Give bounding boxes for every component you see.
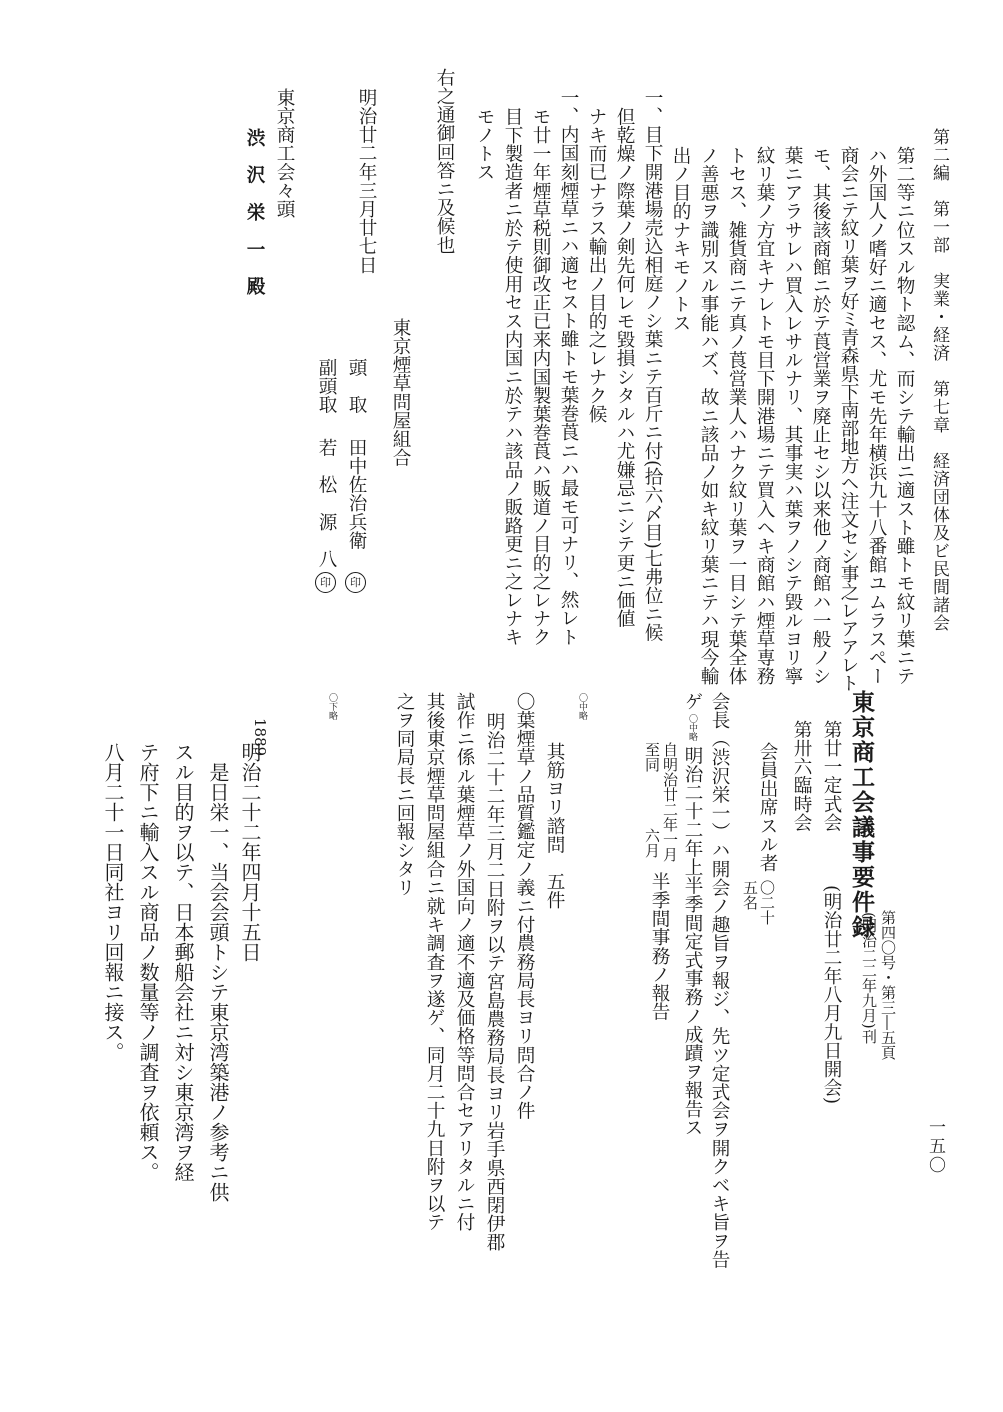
text-column: 但乾燥ノ際葉ノ剣先何レモ毀損シタルハ尤嫌忌ニシテ更ニ価値	[614, 107, 635, 628]
text-column: 目下製造者ニ於テ使用セス内国ニ於テハ該品ノ販路更ニ之レナキ	[502, 107, 523, 647]
inquiry-count: 五件	[544, 872, 565, 910]
seal-mark: 印	[345, 572, 366, 593]
editorial-note: 〇下略	[327, 693, 337, 720]
text-column: 〇葉煙草ノ品質鑑定ノ義ニ付農務局長ヨリ問合ノ件	[514, 692, 535, 1120]
text-column: ハ外国人ノ嗜好ニ適セス、尤モ先年横浜九十八番館ユムラスペー	[866, 146, 887, 686]
text-column: 一、目下開港場売込相庭ノシ葉ニテ百斤ニ付(拾六〆目)七弗位ニ候	[642, 88, 663, 642]
text-column: モノトス	[474, 107, 495, 182]
signer-name: 田中佐治兵衛	[346, 438, 367, 550]
organization-name: 東京煙草問屋組合	[390, 318, 411, 467]
text-column: 明治二十二年上半季間定式事務ノ成蹟ヲ報告ス	[682, 746, 703, 1137]
seal-mark: 印	[315, 572, 336, 593]
range-text: 半季間事務ノ報告	[649, 872, 670, 1021]
text-column: 出ノ目的ナキモノトス	[670, 146, 691, 332]
text-column: 第二等ニ位スル物ト認ム、而シテ輸出ニ適スト雖トモ紋リ葉ニテ	[894, 146, 915, 686]
text-column: 明治二十二年三月二日附ヲ以テ宮島農務局長ヨリ岩手県西閉伊郡	[484, 712, 505, 1252]
meeting-name: 第廿一定式会	[821, 720, 842, 832]
text-column-lead: ゲ	[682, 692, 703, 711]
signer-role: 頭 取	[346, 358, 367, 414]
text-column: 一、内国刻煙草ニハ適セスト雖トモ葉巻莨ニハ最モ可ナリ、然レト	[558, 88, 579, 646]
text-column: 之ヲ同局長ニ回報シタリ	[394, 692, 415, 897]
range-month: 六月	[643, 828, 661, 858]
text-column: 会長（渋沢栄一）ハ開会ノ趣旨ヲ報ジ、先ツ定式会ヲ開クベキ旨ヲ告	[709, 692, 730, 1269]
text-column: ノ善悪ヲ識別スル事能ハズ、故ニ該品ノ如キ紋リ葉ニテハ現今輸	[698, 146, 719, 686]
text-column: 是日栄一、当会会頭トシテ東京湾築港ノ参考ニ供	[206, 762, 230, 1202]
section-title: 東京商工会議事要件録	[848, 690, 875, 940]
page-number: 一五〇	[925, 1118, 945, 1175]
text-column: モ廿一年煙草税則御改正已来内国製葉巻莨ハ販道ノ目的之レナク	[530, 107, 551, 647]
text-column: 商会ニテ紋リ葉ヲ好ミ青森県下南部地方ヘ注文セシ事之レアアレト	[838, 146, 859, 692]
year-label: 1889	[251, 718, 269, 757]
text-column: 試作ニ係ル葉煙草ノ外国向ノ適不適及価格等問合セアリタルニ付	[454, 692, 475, 1232]
meeting-date: (明治廿二年八月九日開会)	[821, 885, 842, 1105]
text-column: モ、其後該商館ニ於テ莨営業ヲ廃止セシ以来他ノ商館ハ一般ノシ	[810, 146, 831, 686]
text-column: トセス、雑貨商ニテ真ノ莨営業人ハナク紋リ葉ヲ一目シテ葉全体	[726, 146, 747, 686]
text-column: スル目的ヲ以テ、日本郵船会社ニ対シ東京湾ヲ経	[171, 742, 195, 1182]
source-ref: 第四〇号・第三―五頁	[879, 910, 897, 1060]
temp-meeting: 第卅六臨時会	[791, 720, 812, 832]
signer-name: 若 松 源 八	[316, 438, 337, 569]
running-header: 第二編 第一部 実業・経済 第七章 経済団体及ビ民間諸会	[929, 128, 949, 632]
text-column: 葉ニアラサレハ買入レサルナリ、其事実ハ葉ヲノシテ毀ルヨリ寧	[782, 146, 803, 686]
text-column: 其後東京煙草問屋組合ニ就キ調査ヲ遂ゲ、同月二十九日附ヲ以テ	[424, 692, 445, 1232]
date-line: 明治廿二年三月廿七日	[356, 88, 377, 274]
text-column: 八月二十一日同社ヨリ回報ニ接ス。	[101, 742, 125, 1062]
signer-role: 副頭取	[316, 358, 337, 414]
editorial-note: 〇中略	[687, 714, 697, 741]
source-ref-date: (明治二二年九月)刊	[860, 912, 878, 1044]
entry-date: 明治二十二年四月十五日	[238, 742, 262, 962]
text-column: 右之通御回答ニ及候也	[434, 68, 455, 254]
text-column: テ府下ニ輸入スル商品ノ数量等ノ調査ヲ依頼ス。	[136, 742, 160, 1182]
text-column: ナキ而已ナラス輸出ノ目的之レナク候	[586, 107, 607, 424]
range-from: 自明治廿二年一月	[661, 742, 679, 862]
text-column: 紋リ葉ノ方宜キナレトモ目下開港場ニテ買入ヘキ商館ハ煙草専務	[754, 146, 775, 686]
attendance-label: 会員出席スル者	[757, 742, 778, 873]
attendance-count: 〇二十	[758, 880, 776, 925]
range-to: 至同	[643, 742, 661, 772]
addressee-name: 渋 沢 栄 一 殿	[244, 128, 265, 296]
addressee-org: 東京商工会々頭	[274, 88, 295, 219]
attendance-count: 五名	[741, 880, 759, 910]
editorial-note: 〇中略	[577, 693, 587, 720]
inquiry-label: 其筋ヨリ諮問	[544, 742, 565, 854]
